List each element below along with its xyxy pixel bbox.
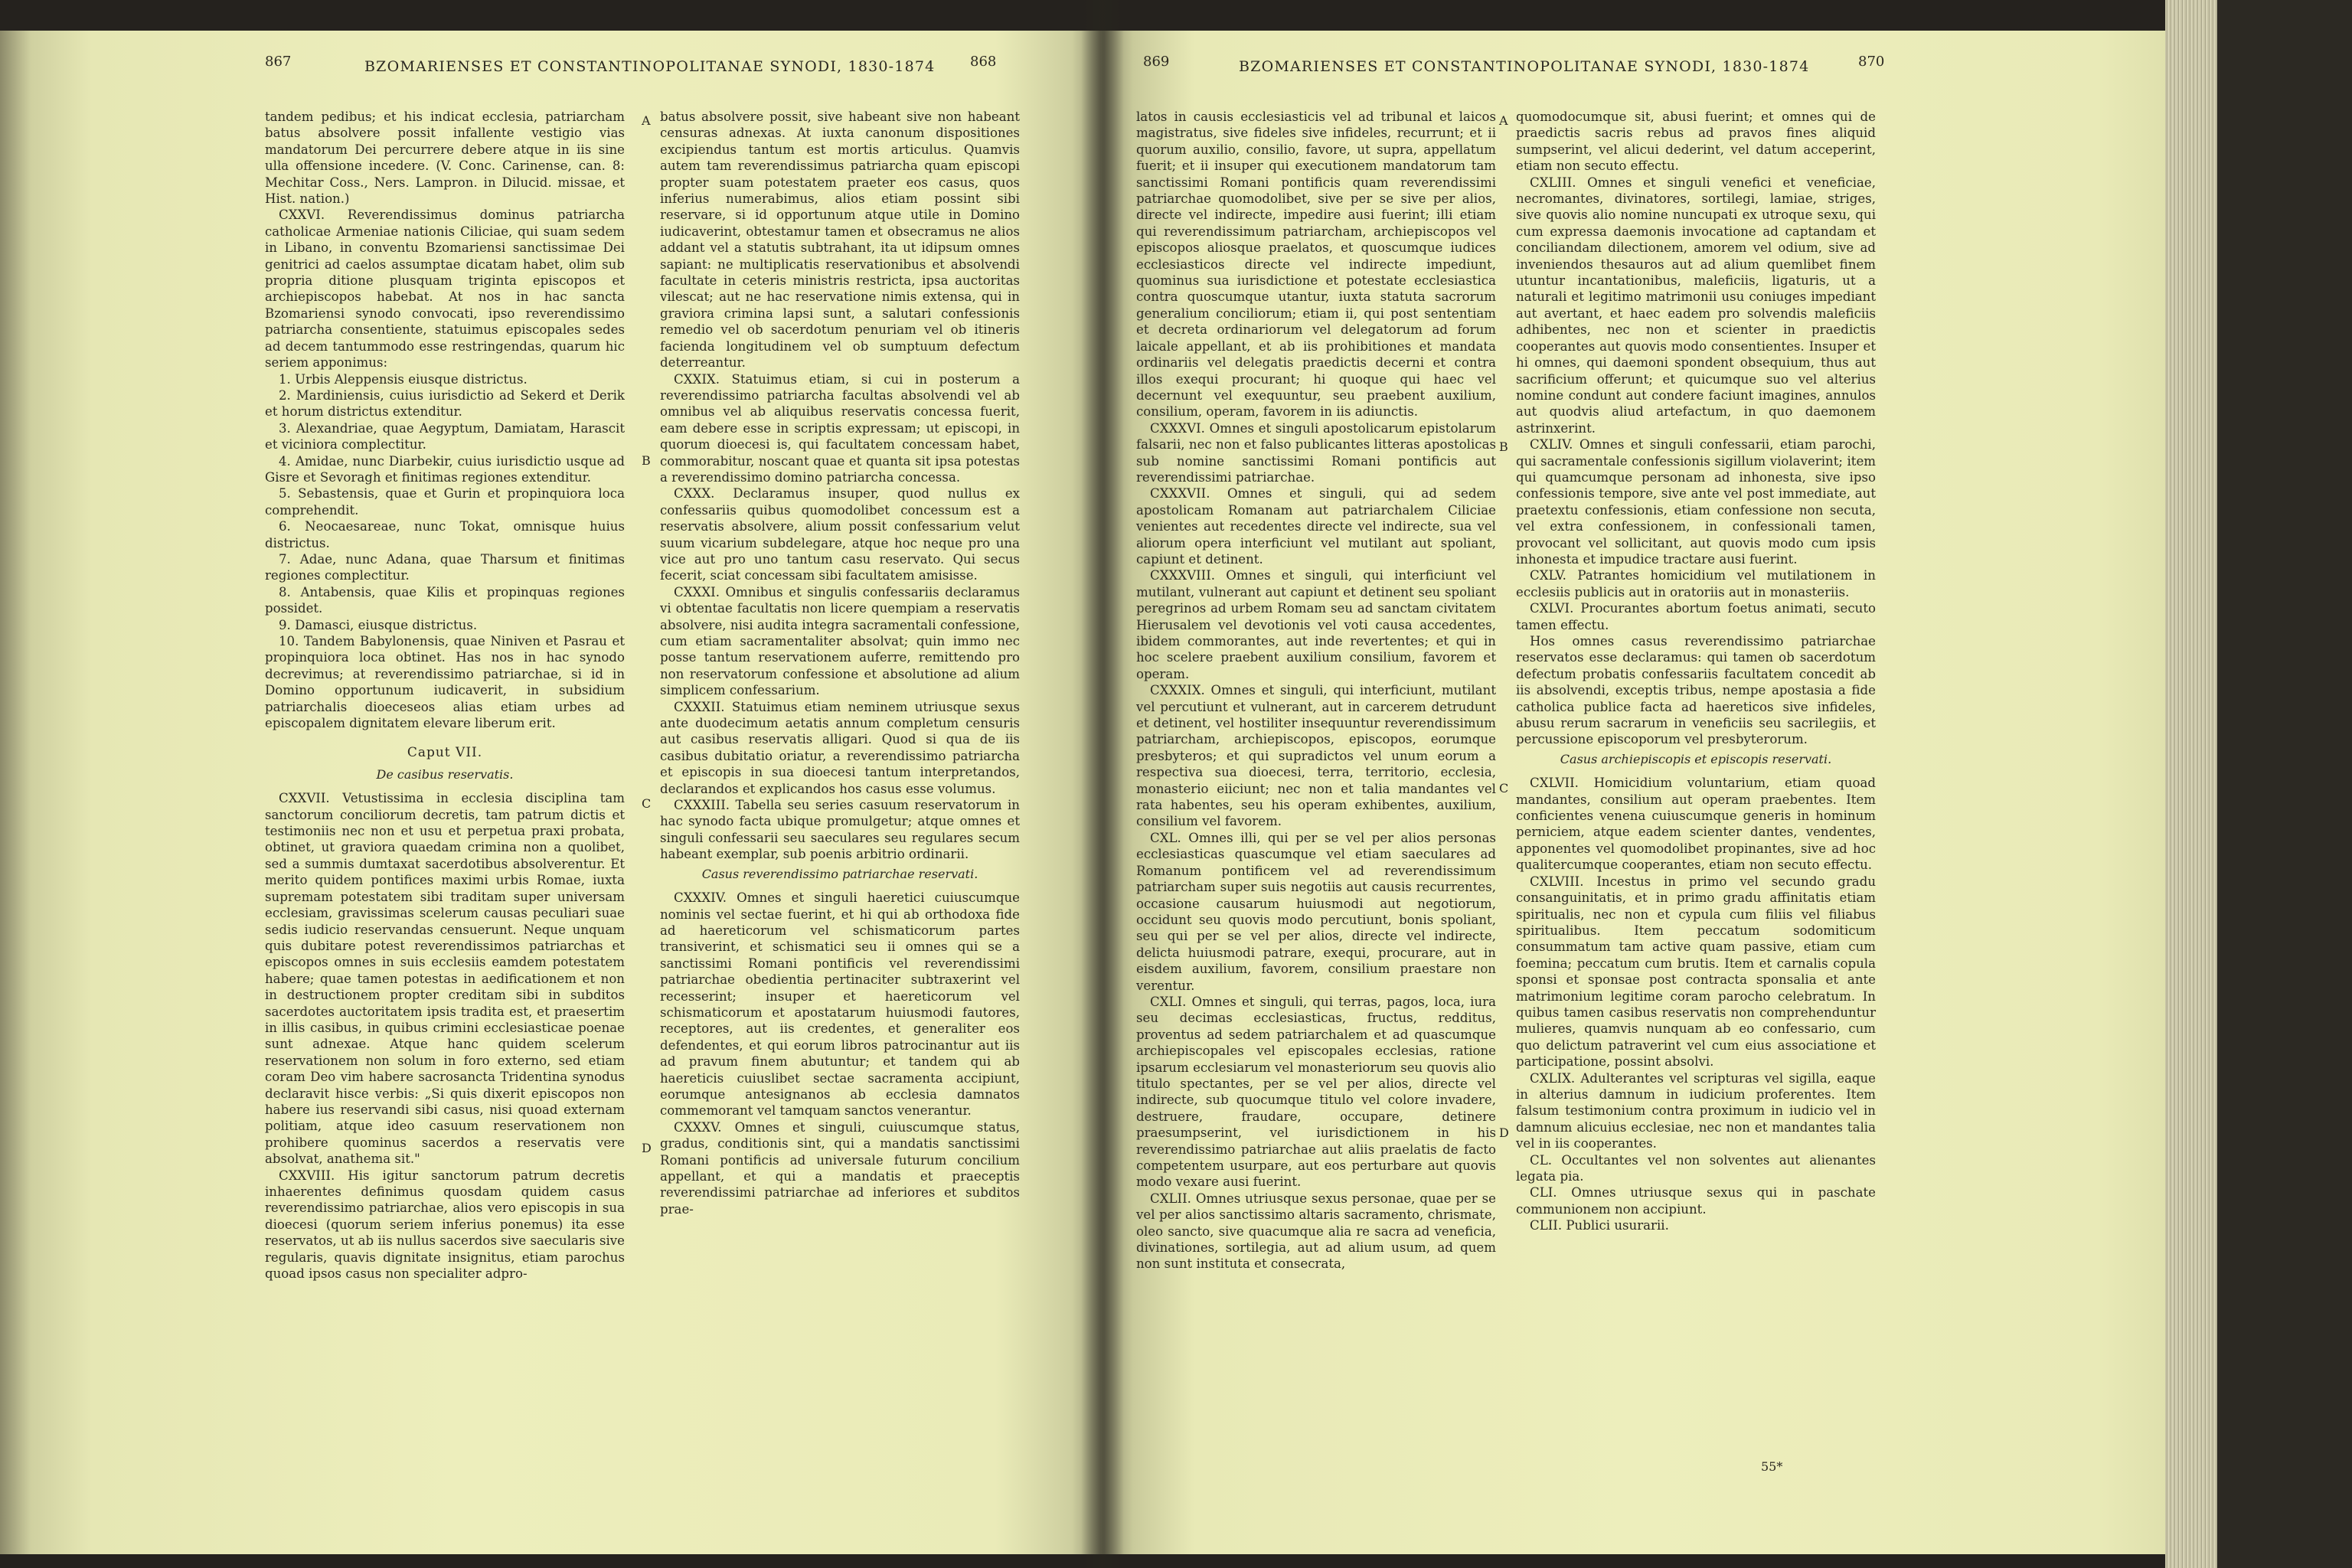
list-item: 1. Urbis Aleppensis eiusque districtus. (279, 371, 528, 387)
paragraph: CXLIII. Omnes et singuli venefici et veneficiae, necromantes, divinatores, sortilegi, lamiae, striges, sive quovis alio nomine nuncupati ex utroque sexu, qui cum expressa daemonis invocatione ad captandam et conciliandam dilectionem, amorem vel odium, sive ad inveniendos thesauros aut ad alium quemlibet finem utuntur incantationibus, maleficiis, ligaturis, ut a naturali et legitimo matrimonii usu coniuges impediant aut avertant, et haec eadem pro solvendis maleficiis adhibentes, nec non et scienter in praedictis cooperantes aut quovis modo consentientes. Insuper et hi omnes, qui daemoni spondent obsequium, thus aut sacrificium offerunt; et quicumque suo vel alterius nomine condunt aut condere faciunt imagines, annulos aut quodvis aliud artefactum, in quo daemonem astrinxerint. (1516, 175, 1876, 436)
paragraph: CXXX. Declaramus insuper, quod nullus ex confessariis quibus quomodolibet concessum est a reservatis absolvere, alium possit confessarium velut suum vicarium subdelegare, atque hoc neque pro una vice aut pro uno tantum casu reservato. Qui secus fecerit, sciat concessam sibi facultatem amisisse. (660, 486, 1020, 583)
paragraph: quomodocumque sit, abusi fuerint; et omnes qui de praedictis sacris rebus ad pravos fines aliquid sumpserint, vel alicui dederint, vel datum acceperint, etiam non secuto effectu. (1516, 109, 1876, 174)
list-item: 5. Sebastensis, quae et Gurin et propinquiora loca comprehendit. (265, 486, 625, 518)
right-column-1 (1136, 109, 1496, 1272)
paragraph: CL. Occultantes vel non solventes aut alienantes legata pia. (1516, 1152, 1876, 1184)
paragraph: CXL. Omnes illi, qui per se vel per alios personas ecclesiasticas quascumque vel etiam saeculares ad Romanum pontificem vel ad reverendissimum patriarcham super suis negotiis aut causis recurrentes, occasione causarum huiusmodi aut negotiorum, occidunt seu quovis modo percutiunt, bonis spoliant, seu qui per se vel per alios, directe vel indirecte, delicta huiusmodi patrare, exequi, procurare, aut in eisdem auxilium, favorem, consilium praestare non verentur. (1136, 830, 1496, 993)
paragraph: CXXIX. Statuimus etiam, si cui in posterum a reverendissimo patriarcha facultas absolvendi vel ab omnibus vel ab aliquibus reservatis concessa fuerit, eam debere esse in scriptis expressam; ut episcopi, in quorum dioecesi is, qui facultatem concessam habet, commorabitur, noscant quae et quanta sit ipsa potestas a reverendissimo domino patriarcha concessa. (660, 371, 1020, 485)
paragraph: CXXXVI. Omnes et singuli apostolicarum epistolarum falsarii, nec non et falso publicantes litteras apostolicas sub nomine sanctissimi Romani pontificis aut reverendissimi patriarchae. (1136, 420, 1496, 485)
paragraph: CXLVI. Procurantes abortum foetus animati, secuto tamen effectu. (1516, 601, 1876, 632)
paragraph: CXXXVII. Omnes et singuli, qui ad sedem apostolicam Romanam aut patriarchalem Ciliciae venientes aut recedentes directe vel indirecte, sua vel aliorum opera interficiunt vel mutilant aut spoliant, capiunt et detinent. (1136, 486, 1496, 567)
paragraph: CXLIV. Omnes et singuli confessarii, etiam parochi, qui sacramentale confessionis sigillum violaverint; item qui quamcumque personam ad inhonesta, sive ipso confessionis tempore, sive ante vel post immediate, aut praetextu confessionis, etiam confessione non secuta, vel extra confessionem, in confessionali tamen, provocant vel sollicitant, aut quovis modo cum ipsis inhonesta et impudice tractare ausi fuerint. (1516, 437, 1876, 567)
paragraph: CXXXIX. Omnes et singuli, qui interficiunt, mutilant vel percutiunt et vulnerant, aut in carcerem detrudunt et detinent, vel hostiliter insequuntur reverendissimum patriarcham, archiepiscopos, episcopos, eorumque presbyteros; et qui supradictos vel unum eorum a respectiva sua dioecesi, terra, territorio, ecclesia, monasterio eiiciunt; nec non et talia mandantes vel rata habentes, seu his operam exhibentes, auxilium, consilium vel favorem. (1136, 683, 1496, 829)
section-heading: Casus reverendissimo patriarchae reservati. (701, 866, 978, 881)
page-number-868: 868 (970, 54, 997, 70)
right-column-2 (1516, 109, 1876, 1234)
paragraph: tandem pedibus; et his indicat ecclesia, patriarcham batus absolvere possit infallente vestigio vias mandatorum Dei percurrere debere atque in iis sine ulla offensione incedere. (V. Conc. Carinense, can. 8: Mechitar Coss., Ners. Lampron. in Dilucid. missae, et Hist. nation.) (265, 109, 625, 207)
list-item: 9. Damasci, eiusque districtus. (279, 617, 478, 632)
book-gutter (1081, 0, 1124, 1568)
margin-letter-a: A (1499, 113, 1508, 128)
paragraph: batus absolvere possit, sive habeant sive non habeant censuras adnexas. At iuxta canonum dispositiones excipiendus tantum est mortis articulus. Quamvis autem tam reverendissimus patriarcha quam episcopi propter suam potestatem praeter eos casus, quos inferius numerabimus, alios etiam possint sibi reservare, si id opportunum atque utile in Domino iudicaverint, obtestamur tamen et obsecramus ne alios addant vel a statutis subtrahant, ita ut idipsum omnes sapiant: ne multiplicatis reservationibus et absolvendi facultate in ceteris ministris restricta, ipsa auctoritas vilescat; aut ne hac reservatione nimis extensa, qui in graviora crimina lapsi sunt, a salutari confessionis remedio vel ob sacerdotum penuriam vel ob itineris facienda longitudinem vel ob sumptuum defectum deterreantur. (660, 109, 1020, 371)
section-heading: Casus archiepiscopis et episcopis reservati. (1560, 751, 1832, 766)
list-item: 6. Neocaesareae, nunc Tokat, omnisque huius districtus. (265, 519, 625, 550)
left-column-1 (265, 109, 625, 1282)
paragraph: CXXXV. Omnes et singuli, cuiuscumque status, gradus, conditionis sint, qui a mandatis sanctissimi Romani pontificis ad universale futurum concilium appellant, et qui a mandatis et praeceptis reverendissimi patriarchae ad inferiores et subditos prae- (660, 1119, 1020, 1217)
paragraph: CXXVIII. His igitur sanctorum patrum decretis inhaerentes definimus quosdam quidem casus reverendissimo patriarchae, alios vero episcopis in sua dioecesi (quorum seriem inferius ponemus) ita esse reservatos, ut ab iis nullus sacerdos sive saecularis sive regularis, quavis dignitate insignitus, etiam parochus quoad ipsos casus non specialiter adpro- (265, 1168, 625, 1282)
list-item: 8. Antabensis, quae Kilis et propinquas regiones possidet. (265, 584, 625, 616)
paragraph: CXXVI. Reverendissimus dominus patriarcha catholicae Armeniae nationis Ciliciae, qui suam sedem in Libano, in conventu Bzomariensi sanctissimae Dei genitrici ad caelos assumptae dicatam habet, olim sub propria ditione plusquam triginta episcopos et archiepiscopos habebat. At nos in hac sancta Bzomariensi synodo convocati, ipso reverendissimo patriarcha consentiente, statuimus episcopales sedes ad decem tantummodo esse restringendas, quarum hic seriem apponimus: (265, 207, 625, 371)
paragraph: CLI. Omnes utriusque sexus qui in paschate communionem non accipiunt. (1516, 1185, 1876, 1217)
paragraph: CXLVII. Homicidium voluntarium, etiam quoad mandantes, consilium aut operam praebentes. Item conficientes venena cuiuscumque generis in hominum perniciem, atque eadem scienter dantes, vendentes, apponentes vel quomodolibet propinantes, sive ad hoc qualitercumque cooperantes, etiam non secuto effectu. (1516, 776, 1876, 873)
margin-letter-b: B (1499, 439, 1508, 454)
running-header-left: BZOMARIENSES ET CONSTANTINOPOLITANAE SYNODI, 1830-1874 (364, 58, 936, 75)
margin-letter-a: A (642, 113, 651, 128)
page-number-869: 869 (1143, 54, 1170, 70)
paragraph: CXLI. Omnes et singuli, qui terras, pagos, loca, iura seu decimas ecclesiasticas, fructus, redditus, proventus ad sedem patriarchalem et ad quascumque archiepiscopales vel episcopales ecclesias, ratione ipsarum ecclesiarum vel monasteriorum seu quovis alio titulo spectantes, per se vel per alios, directe vel indirecte, sub quocumque titulo vel colore invadere, destruere, fraudare, occupare, detinere praesumpserint, vel iurisdictionem in his reverendissimo patriarchae aut aliis praelatis de facto competentem usurpare, aut eos perturbare aut quovis modo vexare ausi fuerint. (1136, 994, 1496, 1190)
left-column-2 (660, 109, 1020, 1217)
margin-letter-d: D (642, 1141, 652, 1155)
paragraph: CXXXI. Omnibus et singulis confessariis declaramus vi obtentae facultatis non licere quempiam a reservatis absolvere, nisi audita integra sacramentali confessione, cum etiam sacramentaliter absolvat; quin immo nec posse tantum reservationem auferre, remittendo pro non reservatorum confessione et absolutione ad alium simplicem confessarium. (660, 584, 1020, 698)
margin-letter-c: C (642, 796, 652, 811)
margin-letter-b: B (642, 453, 651, 468)
list-item: 7. Adae, nunc Adana, quae Tharsum et finitimas regiones complectitur. (265, 551, 625, 583)
right-page (1102, 31, 2165, 1554)
paragraph: CXXXII. Statuimus etiam neminem utriusque sexus ante duodecimum aetatis annum completum censuris aut casibus reservatis alligari. Quod si qua de iis casibus dubitatio oriatur, a reverendissimo patriarcha et episcopis in sua dioecesi tantum interpretandos, declarandos et explicandos hos casus esse volumus. (660, 699, 1020, 796)
list-item: 3. Alexandriae, quae Aegyptum, Damiatam, Harascit et viciniora complectitur. (265, 420, 625, 452)
margin-letter-d: D (1499, 1125, 1509, 1140)
page-number-867: 867 (265, 54, 292, 70)
running-header-right: BZOMARIENSES ET CONSTANTINOPOLITANAE SYNODI, 1830-1874 (1239, 58, 1810, 75)
signature-mark: 55* (1761, 1459, 1783, 1474)
page-edges (2165, 0, 2217, 1568)
paragraph: CXLVIII. Incestus in primo vel secundo gradu consanguinitatis, et in primo gradu affinitatis etiam spiritualis, nec non et cypula cum filiis vel filiabus spiritualibus. Item peccatum sodomiticum consummatum tam active quam passive, etiam cum foemina; peccatum cum brutis. Item et carnalis copula sponsi et sponsae post contracta sponsalia et ante matrimonium legitime coram parocho celebratum. In quibus tamen casibus reservatis non comprehenduntur mulieres, quamvis nunquam ab eo confessario, cum quo delictum patraverint vel cum eius associatione et participatione, possint absolvi. (1516, 874, 1876, 1070)
margin-letter-c: C (1499, 781, 1509, 795)
paragraph: CXXXIV. Omnes et singuli haeretici cuiuscumque nominis vel sectae fuerint, et hi qui ab orthodoxa fide ad haereticorum vel schismaticorum partes transiverint, et schismatici seu ii omnes qui se a sanctissimi Romani pontificis vel reverendissimi patriarchae obedientia pertinaciter subtraxerint vel recesserint; insuper et haereticorum vel schismaticorum et apostatarum huiusmodi fautores, receptores, aut iis credentes, et generaliter eos defendentes, et qui eorum libros patrocinantur aut iis ad pravum finem abutuntur; et tandem qui ab haereticis cuiuslibet sectae sacramenta accipiunt, eorumque antesignanos ab ecclesia damnatos commemorant vel tamquam sanctos venerantur. (660, 890, 1020, 1119)
paragraph: CXLV. Patrantes homicidium vel mutilationem in ecclesiis publicis aut in oratoriis aut in monasteriis. (1516, 568, 1876, 599)
list-item: 10. Tandem Babylonensis, quae Niniven et Pasrau et propinquiora loca obtinet. Has nos in hac synodo decrevimus; at reverendissimo patriarchae, si id in Domino opportunum iudicaverit, in subsidium patriarchalis dioeceseos alias etiam urbes ad episcopalem dignitatem elevare liberum erit. (265, 634, 625, 731)
paragraph: CXLII. Omnes utriusque sexus personae, quae per se vel per alios sanctissimo altaris sacramento, chrismate, oleo sancto, sive quacumque alia re sacra ad veneficia, divinationes, sortilegia, aut ad alium usum, ad quem non sunt instituta et consecrata, (1136, 1191, 1496, 1272)
paragraph: CXXXVIII. Omnes et singuli, qui interficiunt vel mutilant, vulnerant aut capiunt et detinent seu spoliant peregrinos ad urbem Romam seu ad sanctam civitatem Hierusalem vel devotionis vel voti causa accedentes, ibidem commorantes, aut inde revertentes; et qui in hoc scelere praebent auxilium consilium, favorem et operam. (1136, 568, 1496, 681)
list-item: 2. Mardiniensis, cuius iurisdictio ad Sekerd et Derik et horum districtus extenditur. (265, 387, 625, 420)
chapter-title: Caput VII. (407, 745, 483, 761)
list-item: 4. Amidae, nunc Diarbekir, cuius iurisdictio usque ad Gisre et Sevoragh et finitimas regiones extenditur. (265, 453, 625, 485)
chapter-subtitle: De casibus reservatis. (376, 766, 514, 782)
paragraph: CXLIX. Adulterantes vel scripturas vel sigilla, eaque in alterius damnum in iudicium proferentes. Item falsum testimonium contra proximum in iudicio vel in damnum alicuius ecclesiae, nec non et mandantes talia vel in iis cooperantes. (1516, 1070, 1876, 1152)
left-page (0, 31, 1102, 1554)
page-number-870: 870 (1858, 54, 1885, 70)
paragraph: latos in causis ecclesiasticis vel ad tribunal et laicos magistratus, sive fideles sive infideles, recurrunt; et ii quorum auxilio, consilio, favore, ut supra, appellatum fuerit; et ii insuper qui executionem mandatorum tam sanctissimi Romani pontificis quam reverendissimi patriarchae quomodolibet, sive per se sive per alios, directe vel indirecte, impedire ausi fuerint; illi etiam qui reverendissimum patriarcham, archiepiscopos vel episcopos aliosque praelatos, et quoscumque iudices ecclesiasticos directe vel indirecte impediunt, quominus sua iurisdictione et potestate ecclesiastica contra quoscumque utantur, iuxta statuta sacrorum generalium conciliorum; etiam ii, qui post sententiam et decreta ordinariorum vel delegatorum ad forum laicale appellant, et ab iis prohibitiones et mandata ordinariis vel delegatis praedictis decerni et contra illos exequi procurant; hi quoque qui haec vel decernunt vel exequuntur, seu praebent auxilium, consilium, operam, favorem in iis adiunctis. (1136, 109, 1496, 420)
paragraph: CXXVII. Vetustissima in ecclesia disciplina tam sanctorum conciliorum decretis, tam patrum dictis et testimoniis nec non et usu et perpetua praxi probata, obtinet, ut graviora quaedam crimina non a quolibet, sed a summis dumtaxat sacerdotibus absolverentur. Et merito quidem pontifices maximi urbis Romae, iuxta supremam potestatem sibi traditam super universam ecclesiam, gravissimas scelerum causas peculiari suae sedis iudicio reservandas censuerunt. Neque unquam quis dubitare potest reverendissimos patriarchas et episcopos omnes in suis ecclesiis eamdem potestatem habere; quae tamen potestas in aedificationem et non in destructionem propter creditam sibi in subditos sacerdotes auctoritatem ipsis tradita est, et praesertim in illis casibus, in quibus crimini ecclesiasticae poenae sunt adnexae. Atque hanc quidem scelerum reservationem non solum in foro externo, sed etiam coram Deo vim habere sacrosancta Tridentina synodus declaravit hisce verbis: „Si quis dixerit episcopos non habere ius reservandi sibi casus, nisi quoad externam politiam, atque ideo casuum reservationem non prohibere quominus sacerdos a reservatis vere absolvat, anathema sit." (265, 791, 625, 1167)
book-cover (2217, 0, 2352, 1568)
paragraph: CLII. Publici usurarii. (1530, 1218, 1669, 1233)
paragraph: CXXXIII. Tabella seu series casuum reservatorum in hac synodo facta ubique promulgetur; atque omnes et singuli confessarii seu saeculares seu regulares secum habeant exemplar, sub poenis arbitrio ordinarii. (660, 798, 1020, 862)
paragraph: Hos omnes casus reverendissimo patriarchae reservatos esse declaramus: qui tamen ob sacerdotum defectum probatis confessariis facultatem concedit ab iis absolvendi, exceptis tribus, nempe apostasia a fide catholica publice facta ad haereticos sive infideles, abusu rerum sacrarum in veneficiis seu sacrilegiis, et percussione episcoporum vel presbyterorum. (1516, 634, 1876, 747)
